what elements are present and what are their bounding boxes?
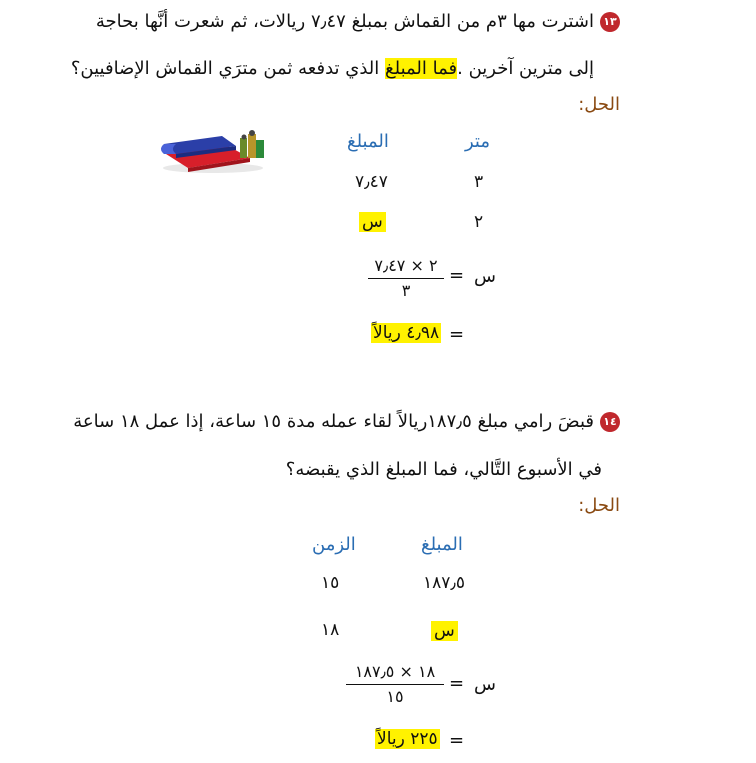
problem-14-result: ٢٢٥ ريالاً [377,729,438,749]
problem-13-col-amount: المبلغ [347,131,389,152]
problem-13-row-1-meter: ٣ [474,172,484,192]
problem-14-fraction [346,662,444,706]
problem-14-col-time: الزمن [312,534,356,555]
problem-14-text-2: في الأسبوع التَّالي، فما المبلغ الذي يقبضه؟ [285,459,602,480]
problem-14-denominator: ١٥ [386,687,404,706]
problem-13-row-2-amount: س [359,212,386,232]
problem-13-numerator: ٢ × ٧٫٤٧ [374,256,438,275]
problem-14-numerator: ١٨ × ١٨٧٫٥ [354,662,436,681]
problem-13-number-badge: ١٣ [600,12,620,32]
problem-14-row-2-amount: س [431,621,458,641]
problem-13-fraction [368,256,444,300]
problem-14-number-badge: ١٤ [600,412,620,432]
problem-13-row-1-amount: ٧٫٤٧ [355,172,388,192]
problem-13-result: ٤٫٩٨ ريالاً [373,323,440,343]
problem-13-eq-sign: = [449,265,465,286]
problem-13-text-2-pre: إلى مترين آخرين . [457,58,594,79]
problem-14-eq-sign: = [449,673,465,694]
problem-14-text-1: قبضَ رامي مبلغ ١٨٧٫٥ريالاً لقاء عمله مدة ١٥ ساعة، إذا عمل ١٨ ساعة [73,411,594,432]
problem-13-text-2-post: الذي تدفعه ثمن مترَي القماش الإضافيين؟ [70,58,386,79]
problem-14-row-1-time: ١٥ [321,573,340,593]
problem-13-solution-label: الحل: [578,94,620,115]
problem-13-row-2-meter: ٢ [474,212,484,232]
problem-13-result-sign: = [449,324,465,345]
problem-13-highlight: فما المبلغ [385,58,458,79]
problem-14-line-2 [286,457,602,483]
problem-14-eq-var: س [474,674,496,695]
problem-14-row-1-amount: ١٨٧٫٥ [423,573,466,593]
problem-13-text-1: اشترت مها ٣م من القماش بمبلغ ٧٫٤٧ ريالات، ثم شعرت أنَّها بحاجة [95,11,594,32]
problem-14-solution-label: الحل: [578,495,620,516]
problem-14-result-sign: = [449,730,465,751]
fabric-rolls-icon [158,124,274,174]
problem-14-col-amount: المبلغ [421,534,463,555]
problem-14-row-2-time: ١٨ [321,620,340,640]
problem-13-line-2 [71,56,594,82]
problem-13-denominator: ٣ [401,281,411,300]
problem-13-line-1 [96,9,620,35]
problem-13-eq-var: س [474,266,496,287]
problem-13-col-meter: متر [465,131,491,152]
problem-14-line-1 [73,409,620,435]
